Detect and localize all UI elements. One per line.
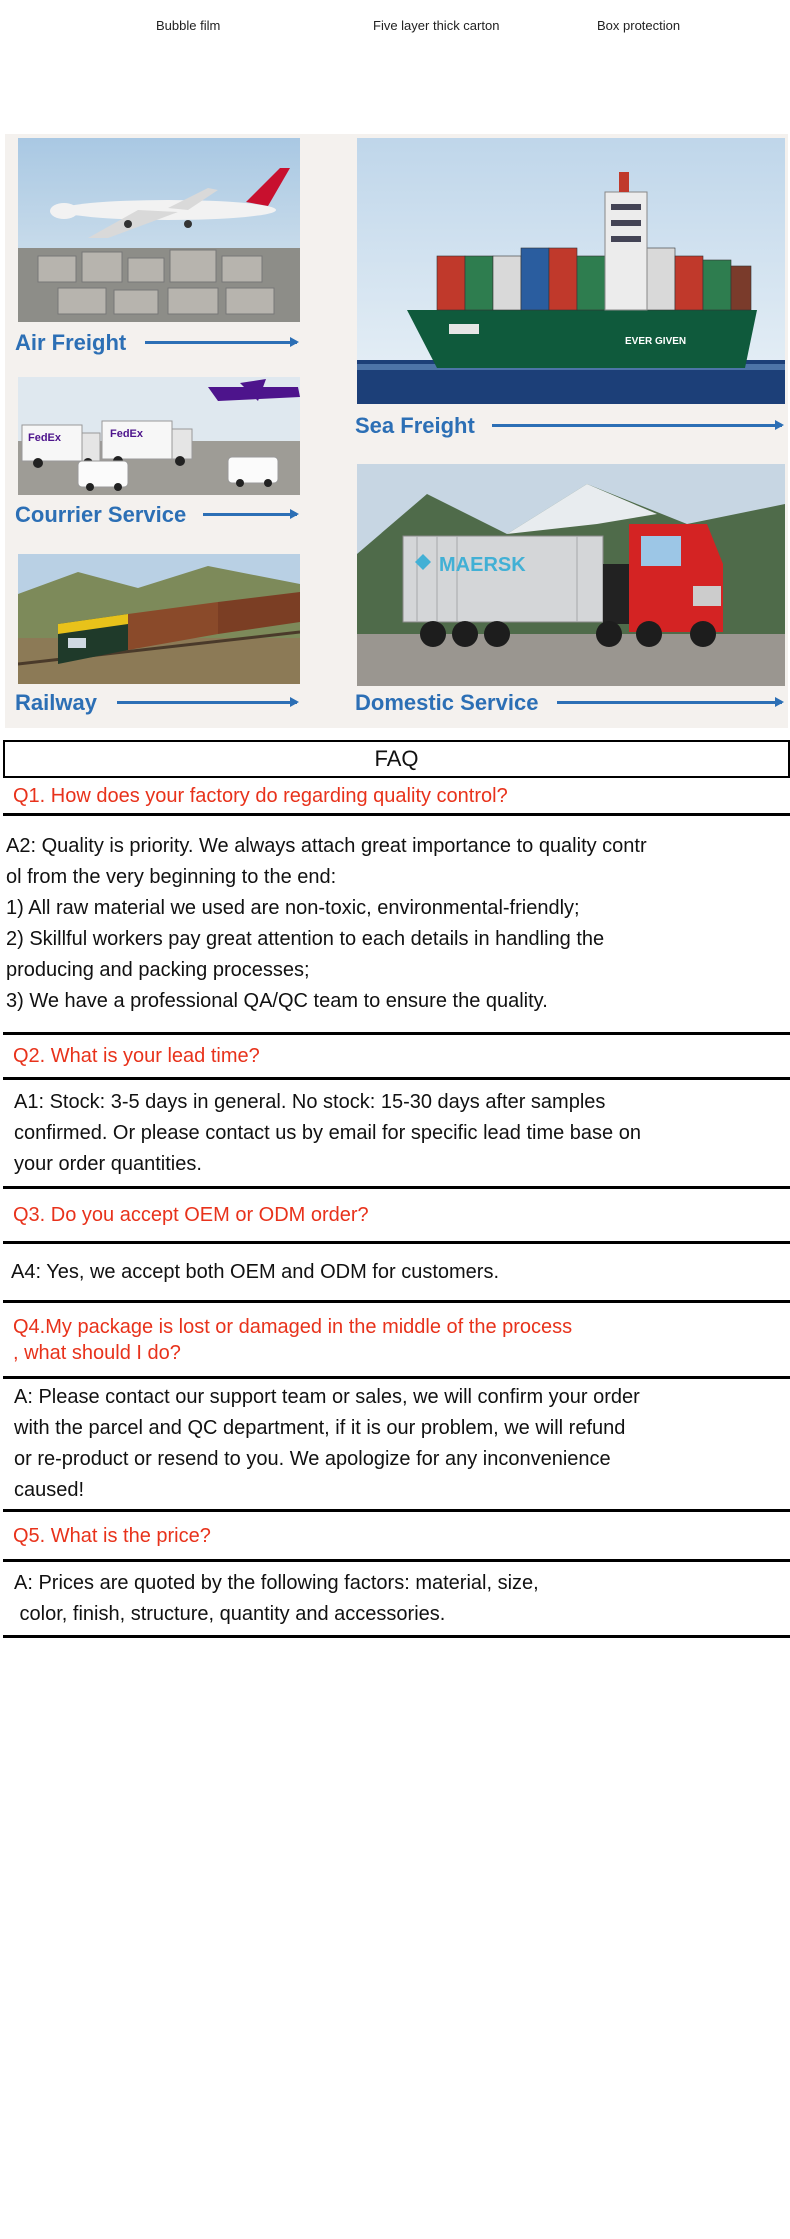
answer-text: with the parcel and QC department, if it is our problem, we will refund xyxy=(14,1417,626,1439)
packaging-labels xyxy=(0,0,790,50)
answer-text: 3) We have a professional QA/QC team to ensure the quality. xyxy=(6,990,548,1012)
domestic-service-arrow xyxy=(557,701,782,704)
railway-label: Railway xyxy=(15,690,97,715)
faq-question-2 xyxy=(3,1035,790,1080)
airplane-illustration xyxy=(18,138,300,322)
answer-text: A: Prices are quoted by the following factors: material, size, xyxy=(14,1571,539,1594)
faq-answer-4 xyxy=(3,1379,790,1512)
faq-answer-2 xyxy=(3,1080,790,1189)
air-freight-photo xyxy=(18,138,300,322)
fedex-logo-2: FedEx xyxy=(110,428,144,440)
container-ship-illustration xyxy=(357,138,785,404)
faq-section xyxy=(3,740,790,1638)
faq-answer-3 xyxy=(3,1244,790,1303)
question-text: Q5. What is the price? xyxy=(13,1524,211,1547)
railway-illustration xyxy=(18,554,300,684)
fedex-logo-1: FedEx xyxy=(28,432,62,444)
answer-text: confirmed. Or please contact us by email for specific lead time base on xyxy=(14,1121,641,1144)
container-truck-illustration xyxy=(357,464,785,686)
ship-name: EVER GIVEN xyxy=(625,336,687,347)
answer-text: ol from the very beginning to the end: xyxy=(6,866,337,888)
answer-text: or re-product or resend to you. We apologize for any inconvenience xyxy=(14,1448,611,1470)
domestic-service-label: Domestic Service xyxy=(355,690,539,715)
faq-title: FAQ xyxy=(3,740,790,778)
faq-question-4 xyxy=(3,1303,790,1379)
question-text: Q4.My package is lost or damaged in the middle of the process xyxy=(13,1315,573,1338)
answer-text: your order quantities. xyxy=(14,1152,202,1175)
answer-text: A2: Quality is priority. We always attach great importance to quality contr xyxy=(6,835,647,857)
question-text: Q2. What is your lead time? xyxy=(13,1045,260,1067)
answer-text: A4: Yes, we accept both OEM and ODM for customers. xyxy=(11,1260,499,1283)
railway-arrow xyxy=(117,701,297,704)
packaging-label-carton: Five layer thick carton xyxy=(373,18,500,33)
courier-service-label: Courrier Service xyxy=(15,502,187,527)
air-freight-label: Air Freight xyxy=(15,330,127,355)
railway-photo xyxy=(18,554,300,684)
sea-freight-photo xyxy=(357,138,785,404)
sea-freight-arrow xyxy=(492,424,782,427)
maersk-logo: MAERSK xyxy=(439,554,526,576)
domestic-service-photo xyxy=(357,464,785,686)
courier-service-arrow xyxy=(203,513,297,516)
question-text: , what should I do? xyxy=(13,1341,181,1364)
question-text: Q1. How does your factory do regarding quality control? xyxy=(13,784,508,807)
answer-text: 2) Skillful workers pay great attention to each details in handling the xyxy=(6,928,605,950)
courier-illustration xyxy=(18,377,300,495)
answer-text: caused! xyxy=(14,1479,85,1501)
faq-question-1 xyxy=(3,778,790,816)
answer-text: color, finish, structure, quantity and accessories. xyxy=(14,1602,446,1625)
shipping-methods-banner xyxy=(5,134,788,728)
answer-text: A: Please contact our support team or sales, we will confirm your order xyxy=(14,1386,640,1408)
question-text: Q3. Do you accept OEM or ODM order? xyxy=(13,1204,369,1226)
faq-answer-5 xyxy=(3,1562,790,1638)
sea-freight-label: Sea Freight xyxy=(355,413,475,438)
faq-question-5 xyxy=(3,1512,790,1562)
answer-text: 1) All raw material we used are non-toxic, environmental-friendly; xyxy=(6,897,580,919)
faq-question-3 xyxy=(3,1189,790,1244)
air-freight-arrow xyxy=(145,341,297,344)
faq-answer-1 xyxy=(3,816,790,1035)
packaging-label-bubble-film: Bubble film xyxy=(156,18,221,33)
answer-text: A1: Stock: 3-5 days in general. No stock: 15-30 days after samples xyxy=(14,1090,606,1113)
answer-text: producing and packing processes; xyxy=(6,959,310,981)
courier-service-photo xyxy=(18,377,300,495)
packaging-label-box-protection: Box protection xyxy=(597,18,681,33)
